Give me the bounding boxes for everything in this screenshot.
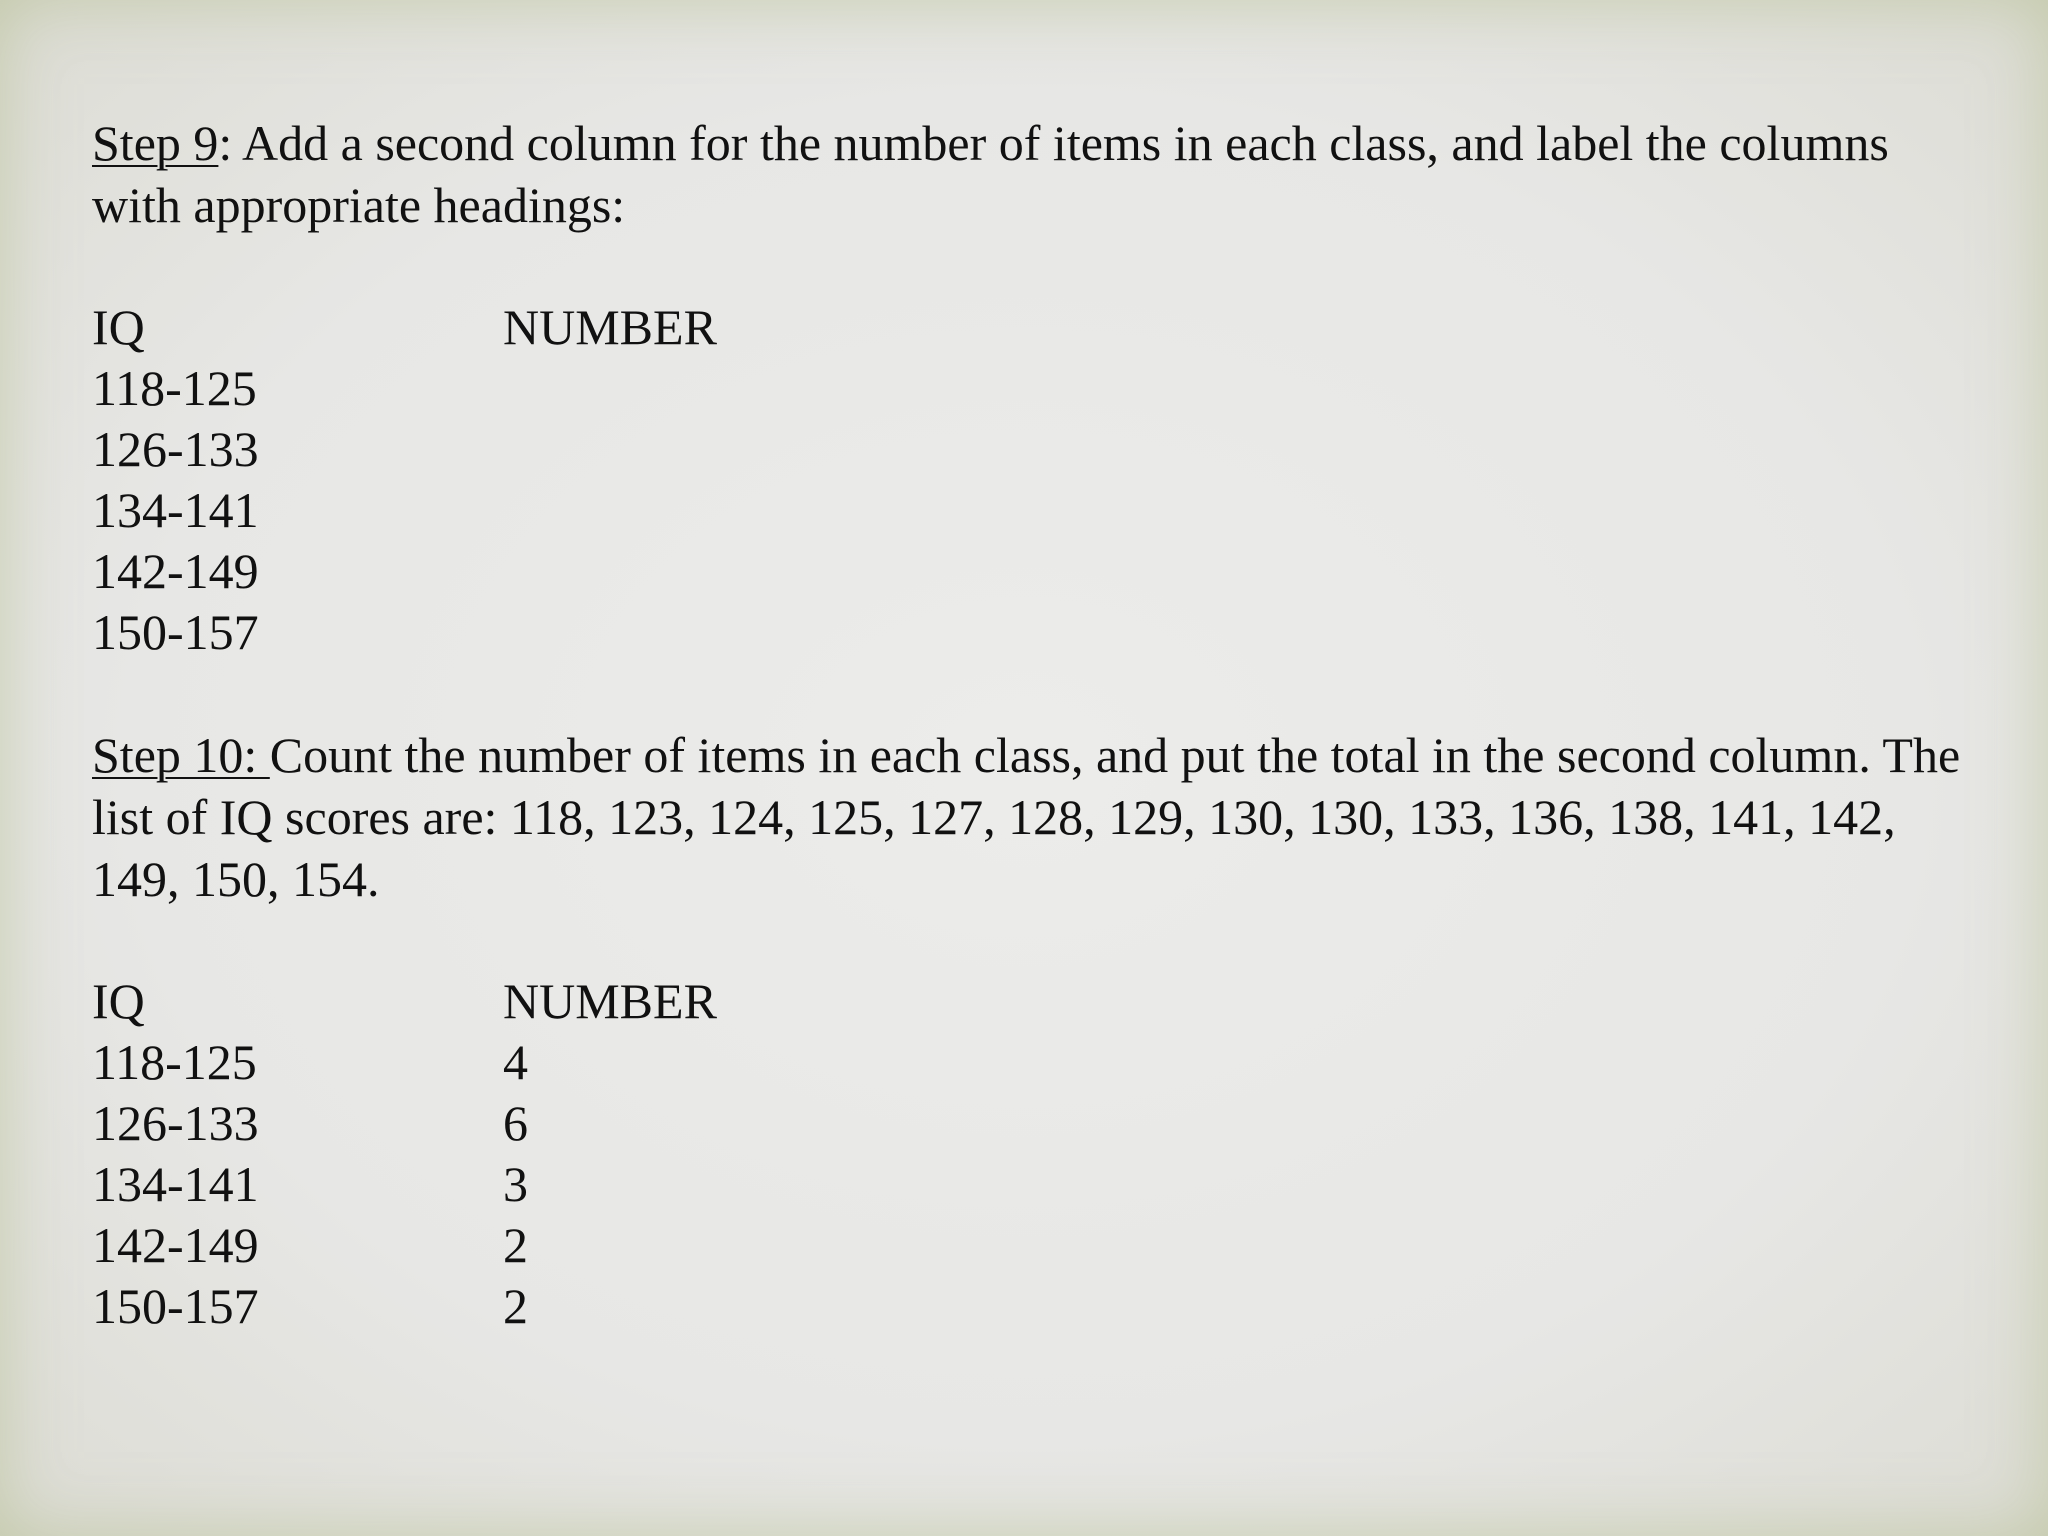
table-header-row	[92, 297, 1982, 358]
slide-content	[92, 112, 1982, 1337]
table-row	[92, 480, 1982, 541]
item-count	[503, 541, 1003, 602]
step-10-paragraph	[92, 724, 1982, 910]
iq-range: 142-149	[92, 1217, 259, 1273]
spacer	[92, 663, 1982, 724]
number-header: NUMBER	[503, 973, 717, 1029]
item-count: 2	[503, 1278, 528, 1334]
table-row	[92, 1215, 1982, 1276]
iq-range: 118-125	[92, 1034, 257, 1090]
table-row	[92, 1032, 1982, 1093]
iq-range: 134-141	[92, 1156, 259, 1212]
table-row	[92, 1093, 1982, 1154]
spacer	[92, 236, 1982, 297]
item-count	[503, 358, 1003, 419]
item-count	[503, 419, 1003, 480]
item-count: 2	[503, 1217, 528, 1273]
iq-range: 134-141	[92, 482, 259, 538]
table-header-row	[92, 971, 1982, 1032]
item-count	[503, 480, 1003, 541]
item-count: 3	[503, 1156, 528, 1212]
item-count: 4	[503, 1034, 528, 1090]
iq-range: 142-149	[92, 543, 259, 599]
iq-range: 126-133	[92, 1095, 259, 1151]
table-row	[92, 541, 1982, 602]
iq-header: IQ	[92, 973, 145, 1029]
step-10-text: Count the number of items in each class, and put the total in the second column. The list of IQ scores are: 118, 123, 124, 125, 127, 128, 129, 130, 130, 133, 136, 138, 141, 142, 149, 150, 154.	[92, 727, 1961, 907]
step-9-paragraph	[92, 112, 1982, 236]
step-9-label: Step 9	[92, 115, 219, 171]
spacer	[92, 910, 1982, 971]
item-count: 6	[503, 1095, 528, 1151]
step-10-table	[92, 971, 1982, 1337]
table-row	[92, 602, 1982, 663]
step-9-table	[92, 297, 1982, 663]
iq-header: IQ	[92, 299, 145, 355]
number-header: NUMBER	[503, 299, 717, 355]
step-10-label: Step 10:	[92, 727, 270, 783]
table-row	[92, 419, 1982, 480]
iq-range: 150-157	[92, 604, 259, 660]
iq-range: 118-125	[92, 360, 257, 416]
step-9-text: : Add a second column for the number of items in each class, and label the columns with appropriate headings:	[92, 115, 1889, 233]
iq-range: 126-133	[92, 421, 259, 477]
table-row	[92, 358, 1982, 419]
table-row	[92, 1276, 1982, 1337]
iq-range: 150-157	[92, 1278, 259, 1334]
item-count	[503, 602, 1003, 663]
table-row	[92, 1154, 1982, 1215]
